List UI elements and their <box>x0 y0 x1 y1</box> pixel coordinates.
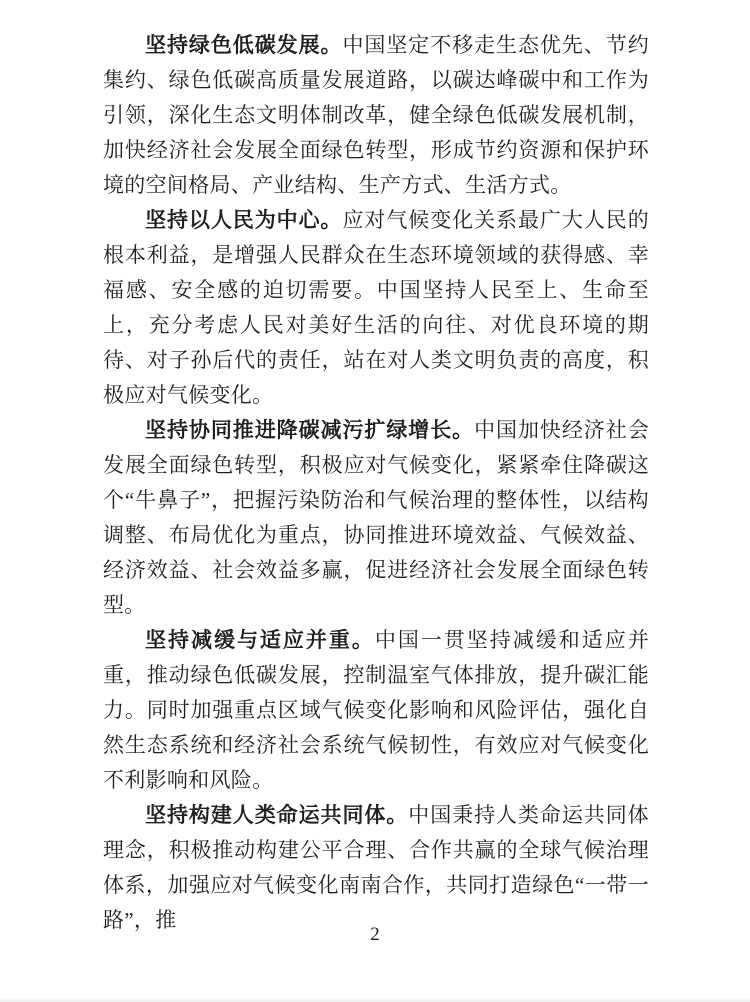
page-bottom-edge <box>0 998 750 1002</box>
document-body <box>103 28 649 938</box>
paragraph <box>103 623 649 798</box>
paragraph-lead: 坚持构建人类命运共同体。 <box>145 803 409 827</box>
paragraph-lead: 坚持协同推进降碳减污扩绿增长。 <box>145 418 475 442</box>
paragraph-text: 中国一贯坚持减缓和适应并重，推动绿色低碳发展，控制温室气体排放，提升碳汇能力。同时加强重点区域气候变化影响和风险评估，强化自然生态系统和经济社会系统气候韧性，有效应对气候变化不利影响和风险。 <box>103 628 649 792</box>
paragraph <box>103 798 649 938</box>
paragraph-lead: 坚持减缓与适应并重。 <box>145 628 375 652</box>
paragraph <box>103 203 649 413</box>
paragraph-text: 中国秉持人类命运共同体理念，积极推动构建公平合理、合作共赢的全球气候治理体系，加强应对气候变化南南合作，共同打造绿色“一带一路”，推 <box>103 803 649 932</box>
paragraph-lead: 坚持绿色低碳发展。 <box>145 33 343 57</box>
paragraph <box>103 413 649 623</box>
paragraph-text: 应对气候变化关系最广大人民的根本利益，是增强人民群众在生态环境领域的获得感、幸福感、安全感的迫切需要。中国坚持人民至上、生命至上，充分考虑人民对美好生活的向往、对优良环境的期待、对子孙后代的责任，站在对人类文明负责的高度，积极应对气候变化。 <box>103 208 649 407</box>
paragraph <box>103 28 649 203</box>
page-number: 2 <box>370 924 380 945</box>
paragraph-text: 中国加快经济社会发展全面绿色转型，积极应对气候变化，紧紧牵住降碳这个“牛鼻子”，把握污染防治和气候治理的整体性，以结构调整、布局优化为重点，协同推进环境效益、气候效益、经济效益、社会效益多赢，促进经济社会发展全面绿色转型。 <box>103 418 649 617</box>
paragraph-text: 中国坚定不移走生态优先、节约集约、绿色低碳高质量发展道路，以碳达峰碳中和工作为引领，深化生态文明体制改革，健全绿色低碳发展机制，加快经济社会发展全面绿色转型，形成节约资源和保护环境的空间格局、产业结构、生产方式、生活方式。 <box>103 33 649 197</box>
paragraph-lead: 坚持以人民为中心。 <box>145 208 343 232</box>
